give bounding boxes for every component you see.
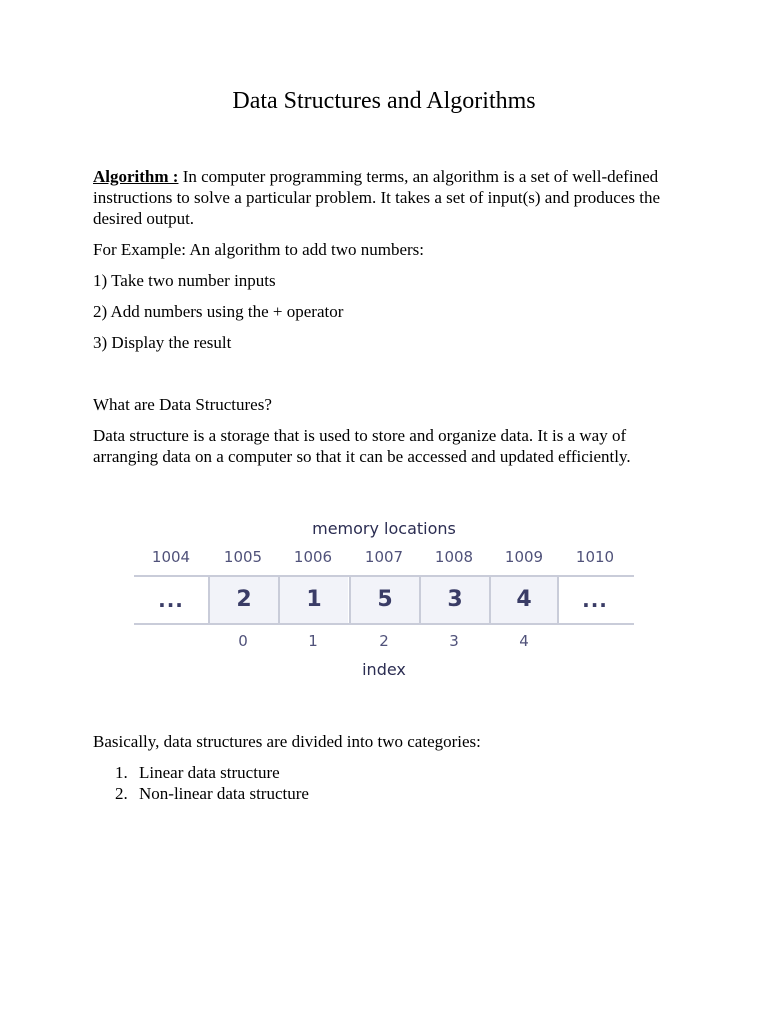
list-item bbox=[93, 783, 309, 804]
index-label: 4 bbox=[519, 632, 529, 650]
list-number: 1. bbox=[115, 763, 128, 782]
index-label: 3 bbox=[449, 632, 459, 650]
array-cell: 3 bbox=[419, 577, 489, 623]
array-cell: 5 bbox=[349, 577, 419, 623]
figure-heading: memory locations bbox=[312, 519, 456, 538]
list-item-label: Linear data structure bbox=[139, 763, 280, 782]
ds-definition: Data structure is a storage that is used to store and organize data. It is a way of arranging data on a computer so that it can be accessed and updated efficiently. bbox=[93, 426, 631, 466]
page-title: Data Structures and Algorithms bbox=[232, 88, 536, 114]
address-label: 1005 bbox=[223, 548, 263, 566]
address-label: 1010 bbox=[575, 548, 615, 566]
step-item: 1) Take two number inputs bbox=[93, 271, 276, 290]
address-label: 1004 bbox=[151, 548, 191, 566]
array-cell: 2 bbox=[208, 577, 278, 623]
index-label: 2 bbox=[379, 632, 389, 650]
list-item-label: Non-linear data structure bbox=[139, 784, 309, 803]
array-cell: 4 bbox=[489, 577, 559, 623]
categories-list bbox=[93, 762, 309, 804]
array-cell-ellipsis: ... bbox=[582, 588, 608, 612]
index-label: 1 bbox=[308, 632, 318, 650]
address-label: 1009 bbox=[504, 548, 544, 566]
list-number: 2. bbox=[115, 784, 128, 803]
algorithm-label: Algorithm : bbox=[93, 167, 179, 186]
step-item: 2) Add numbers using the + operator bbox=[93, 302, 344, 321]
step-item: 3) Display the result bbox=[93, 333, 232, 352]
index-label: 0 bbox=[238, 632, 248, 650]
address-label: 1008 bbox=[434, 548, 474, 566]
figure-footer: index bbox=[362, 660, 406, 679]
address-label: 1007 bbox=[364, 548, 404, 566]
example-intro: For Example: An algorithm to add two numbers: bbox=[93, 240, 424, 259]
address-label: 1006 bbox=[293, 548, 333, 566]
algorithm-paragraph bbox=[93, 166, 673, 229]
ds-question: What are Data Structures? bbox=[93, 395, 272, 414]
array-cell: 1 bbox=[278, 577, 348, 623]
array-cell-ellipsis: ... bbox=[158, 588, 184, 612]
memory-array-figure bbox=[130, 515, 638, 685]
categories-intro: Basically, data structures are divided into two categories: bbox=[93, 732, 481, 751]
algorithm-text: In computer programming terms, an algorithm is a set of well-defined instructions to solve a particular problem. It takes a set of input(s) and produces the desired output. bbox=[93, 167, 660, 228]
list-item bbox=[93, 762, 309, 783]
